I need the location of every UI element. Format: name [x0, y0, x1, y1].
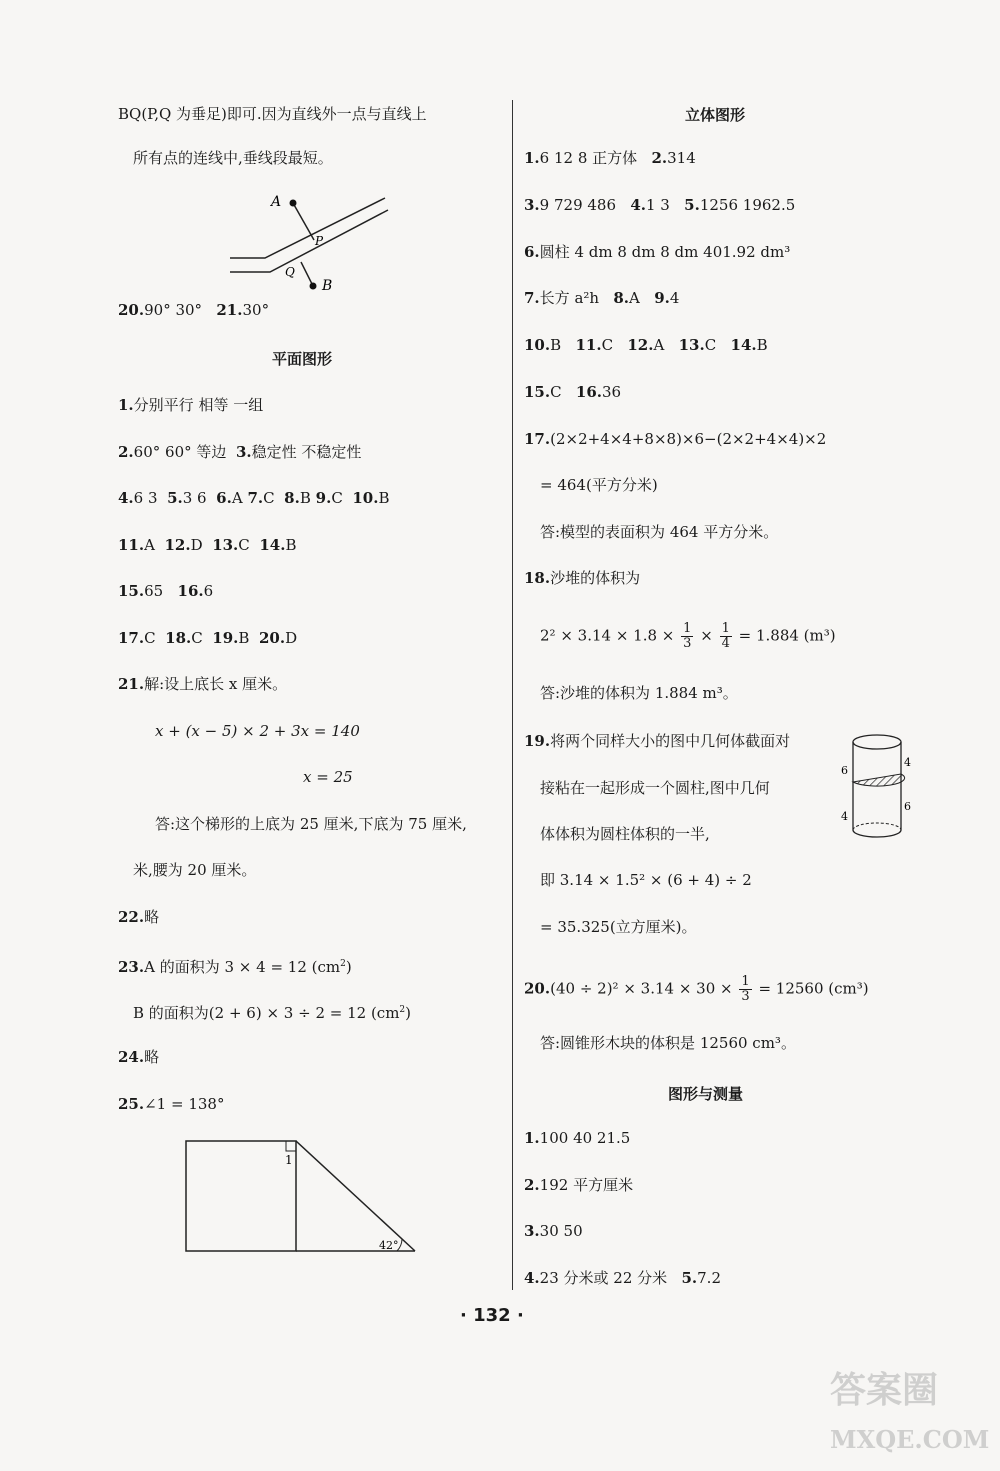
- point-label-Q: Q: [285, 265, 295, 279]
- equation: 即 3.14 × 1.5² × (6 + 4) ÷ 2: [540, 871, 752, 889]
- answer-line: 6.圆柱 4 dm 8 dm 8 dm 401.92 dm³: [524, 243, 791, 261]
- text-line: BQ(P,Q 为垂足)即可.因为直线外一点与直线上: [118, 105, 427, 123]
- section-title: 图形与测量: [668, 1085, 744, 1103]
- cylinder-figure: [840, 730, 920, 850]
- text-line: 体体积为圆柱体积的一半,: [540, 825, 710, 843]
- point-label-B: B: [322, 278, 333, 294]
- answer-line: 1.100 40 21.5: [524, 1129, 631, 1147]
- answer-line: 19.将两个同样大小的图中几何体截面对: [524, 732, 791, 750]
- answer-line: 2.192 平方厘米: [524, 1176, 634, 1194]
- text-line: 接粘在一起形成一个圆柱,图中几何: [540, 779, 770, 797]
- answer-line: 2.60° 60° 等边 3.稳定性 不稳定性: [118, 443, 362, 461]
- equation: = 464(平方分米): [540, 476, 658, 494]
- square-triangle-figure: [185, 1140, 425, 1255]
- text-line: 答:圆锥形木块的体积是 12560 cm³。: [540, 1034, 796, 1052]
- answer-line: 1.6 12 8 正方体 2.314: [524, 149, 696, 167]
- answer-line: 24.略: [118, 1048, 160, 1066]
- answer-line: 17.C 18.C 19.B 20.D: [118, 629, 298, 647]
- section-title: 立体图形: [685, 106, 746, 124]
- page-number: · 132 ·: [460, 1305, 524, 1326]
- answer-line: 18.沙堆的体积为: [524, 569, 641, 587]
- answer-line: 15.C 16.36: [524, 383, 622, 401]
- answer-line: 1.分别平行 相等 一组: [118, 396, 264, 414]
- column-divider: [512, 100, 513, 1290]
- answer-line: 4.23 分米或 22 分米 5.7.2: [524, 1269, 721, 1287]
- equation: = 35.325(立方厘米)。: [540, 918, 697, 936]
- svg-text:4: 4: [904, 756, 911, 769]
- answer-line: 3.30 50: [524, 1222, 583, 1240]
- svg-text:答案圈: 答案圈: [830, 1369, 939, 1411]
- answer-line: 20.90° 30° 21.30°: [118, 301, 270, 319]
- answer-line: 4.6 3 5.3 6 6.A 7.C 8.B 9.C 10.B: [118, 489, 390, 507]
- svg-text:6: 6: [841, 764, 848, 777]
- svg-text:MXQE.COM: MXQE.COM: [830, 1425, 990, 1454]
- text-line: 所有点的连线中,垂线段最短。: [133, 149, 333, 167]
- equation: x + (x − 5) × 2 + 3x = 140: [155, 722, 360, 740]
- answer-line: 21.解:设上底长 x 厘米。: [118, 675, 288, 693]
- angle-label-1: 1: [285, 1153, 293, 1167]
- answer-line: B 的面积为(2 + 6) × 3 ÷ 2 = 12 $(cm^2)$: [133, 1004, 412, 1022]
- text-line: 答:沙堆的体积为 1.884 m³。: [540, 684, 738, 702]
- text-line: 米,腰为 20 厘米。: [133, 861, 257, 879]
- text-line: 答:这个梯形的上底为 25 厘米,下底为 75 厘米,: [155, 815, 467, 833]
- answer-line: 3.9 729 486 4.1 3 5.1256 1962.5: [524, 196, 796, 214]
- answer-line: 17.(2×2+4×4+8×8)×6−(2×2+4×4)×2: [524, 430, 827, 448]
- watermark-logo: [830, 1360, 990, 1460]
- svg-text:6: 6: [904, 800, 911, 813]
- answer-line: 25.∠1 = 138°: [118, 1095, 225, 1113]
- answer-line: 11.A 12.D 13.C 14.B: [118, 536, 297, 554]
- answer-line: 22.略: [118, 908, 160, 926]
- text-line: 答:模型的表面积为 464 平方分米。: [540, 523, 779, 541]
- point-label-A: A: [271, 194, 282, 210]
- answer-line: 20.(40 ÷ 2)² × 3.14 × 30 × $\frac{1}{3}$ = 12560 (cm³): [524, 974, 869, 1004]
- equation: x = 25: [303, 768, 353, 786]
- angle-label-42: 42°: [379, 1239, 399, 1252]
- section-title: 平面图形: [272, 350, 333, 368]
- answer-line: 15.65 16.6: [118, 582, 214, 600]
- equation: 2² × 3.14 × 1.8 × $\frac{1}{3}$ × $\frac{1}{4}$ = 1.884 (m³): [540, 621, 836, 651]
- answer-line: 7.长方 a²h 8.A 9.4: [524, 289, 680, 307]
- answer-line: 23.A 的面积为 3 × 4 = 12 $(cm^2)$: [118, 958, 352, 976]
- answer-line: 10.B 11.C 12.A 13.C 14.B: [524, 336, 768, 354]
- point-label-P: P: [315, 234, 324, 248]
- perpendicular-figure: [225, 190, 395, 300]
- svg-text:4: 4: [841, 810, 848, 823]
